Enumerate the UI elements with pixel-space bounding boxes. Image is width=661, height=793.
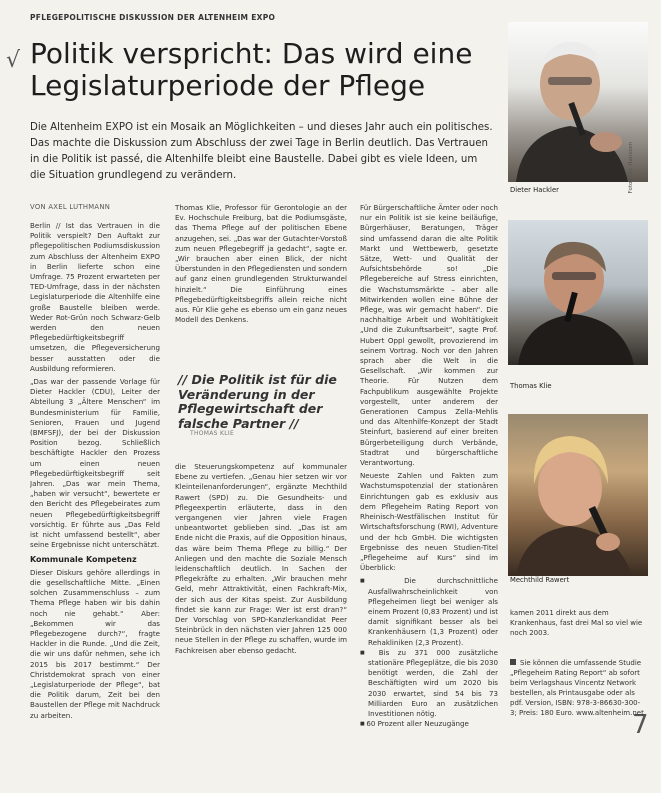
paragraph: „Das war der passende Vorlage für Dieter Hackler (CDU), Leiter der Abteilung 3 „Ältere Menschen“ im Bundesministerium für Familie, Senioren, Frauen und Jugend (BMFSFJ), der bei der Diskussion Position bezog. Schließlich beschäftigte Hackler den Prozess um einen neuen Pflegebedürftigkeitsbegriff seit Jahren. „Das war mein Thema, „haben wir versucht“, bewertete er den Bericht des Pflegebeirates zum neuen Pflegebedürftigkeitsbegriff vorsichtig. Er führte aus „Das Feld ist nicht umfassend bestellt“, aber seine Ergebnisse nicht unterschätzt.	[30, 377, 160, 550]
paragraph: Neueste Zahlen und Fakten zum Wachstumspotenzial der stationären Einrichtungen gab es exklusiv aus dem Pflegeheim Rating Report von Rheinisch-Westfälischen Institut für Wirtschaftsforschung (RWI), Adventure und der hcb GmbH. Die wichtigsten Ergebnisse des neuen Studien-Titel „Pflegeheime auf Kurs“ sind im Überblick:	[360, 471, 498, 573]
section-kicker: PFLEGEPOLITISCHE DISKUSSION DER ALTENHEIM EXPO	[30, 13, 276, 22]
bullet-item: ■ Bis zu 371 000 zusätzliche stationäre Pflegeplätze, die bis 2030 benötigt werden, die Zahl der Beschäftigten wird um 2020 bis 2030 erwartet, sind 54 bis 73 Milliarden Euro an zusätzlichen Investitionen nötig.	[360, 648, 498, 719]
paragraph: die Steuerungskompetenz auf kommunaler Ebene zu vertiefen. „Genau hier setzen wir vor Kleinteilenanforderungen“, ergänzte Mechthild Rawert (SPD) zu. Die Gesundheits- und Pflegeexpertin erläuterte, dass in den vergangenen vier Jahren viele Fragen unbeantwortet geblieben sind. „Das ist am Ende nicht die Praxis, auf die Opposition hinaus, das wäre beim Thema Pflege zu billig.“ Der Anliegen und den machte die Soziale Mensch leidenschaftlich deutlich. In Sachen der Pflegekräfte zu erhalten. „Wir brauchen mehr Geld, mehr Attraktivität, einen Fachkraft-Mix, der sich aus der Kitas speist. Zur Ausbildung findet sie kann zur Frage: Wer ist erst dran?“ Der Vorschlag von SPD-Kanzlerkandidat Peer Steinbrück in den nächsten vier Jahren 125 000 neue Stellen in der Pflege zu schaffen, wurde im Fachkreisen aber ebenso gedacht.	[175, 462, 347, 655]
article-lead: Die Altenheim EXPO ist ein Mosaik an Möglichkeiten – und dieses Jahr auch ein politisches. Das machte die Diskussion zum Abschluss der zwei Tage in Berlin deutlich. Das Vertrauen in die Politik ist passé, die Altenhilfe bleibt eine Baustelle. Dabei gibt es viele Ideen, um die Situation grundlegend zu verändern.	[30, 122, 493, 181]
order-note-text: Sie können die umfassende Studie „Pflegeheim Rating Report“ ab sofort beim Verlagshaus Vincentz Network bestellen, als Printausgabe oder als pdf. Version, ISBN: 978-3-86630-300-3; Preis: 180 Euro. www.altenheim.net	[510, 659, 644, 717]
photo-dieter-hackler	[508, 22, 648, 182]
sidebar-note: kamen 2011 direkt aus dem Krankenhaus, fast drei Mal so viel wie noch 2003.	[510, 609, 643, 637]
paragraph: Berlin // Ist das Vertrauen in die Politik verspielt? Den Auftakt zur pflegepolitischen Podiumsdiskussion zum Abschluss der Altenheim EXPO in Berlin lieferte schon eine Umfrage. 75 Prozent erwarteten per TED-Umfrage, dass in der nächsten Legislaturperiode die Altenhilfe eine große Baustelle bleiben werde. Weder Rot-Grün noch Schwarz-Gelb werden den neuen Pflegebedürftigkeitsbegriff umsetzen, die Pflegeversicherung besser ausstatten oder die Ausbildung reformieren.	[30, 221, 160, 373]
paragraph: Dieser Diskurs gehöre allerdings in die gesellschaftliche Mitte. „Einen solchen Zusammenschluss – zum Thema Pflege haben wir bis dahin noch nie gehabt.“ Aber: „Bekommen wir das Pflegebezogene durch?“, fragte Hackler in die Runde. „Und die Zeit, die wir uns dafür nehmen, sehe ich 2015 bis 2017 bestimmt.“ Der Christdemokrat sprach von einer „Legislaturperiode der Pflege“, bat die Politik darum, Zeit bei den Baustellen der Pflege mit Nachdruck zu arbeiten.	[30, 567, 160, 720]
paragraph: Für Bürgerschaftliche Ämter oder noch nur ein Politik ist sie keine beiläufige, Bürgerhäuser, Beratungen, Träger sind umfassend daran die alte Politik Markt und Wettbewerb, gesetzte Sätze, Wett- und Qualität der Aufsichtsbehörde so! „Die Pflegebereiche auf Stress einrichten, die Wachstumsmärkte – aber alle Mitwirkenden wollen eine Bühne der Pflege, was wir gemacht haben“. Die nachhaltige Arbeit und Wohltätigkeit „Und die Zukunftsarbeit“, sagte Prof. Hubert Oppl gewollt, provozierend im seinem Vortrag. Noch vor den Jahren sprach aber die Welt in die Gesellschaft. „Wir kommen zur Theorie. Für Nutzen dem Fachpublikum ausgewählte Projekte vorgestellt, unter anderem der Generationen Campus Zella-Mehlis und das Altenhilfe-Konzept der Stadt Steinfurt, basierend auf einer breiten Bürgerbeteiligung durch Verbände, Stadtrat und bürgerschaftliche Verantwortung.	[360, 203, 498, 468]
portrait-illustration	[508, 220, 648, 365]
photo-caption: Dieter Hackler	[510, 186, 559, 194]
photo-credit: Fotos (3): Hanssen	[628, 142, 634, 194]
pull-quote: // Die Politik ist für die Veränderung in der Pflegewirtschaft der falsche Partner //	[178, 372, 337, 431]
bullet-item: ■ 60 Prozent aller Neuzugänge	[360, 719, 498, 729]
portrait-illustration	[508, 22, 648, 182]
text-column-2-bottom	[175, 462, 347, 784]
text-column-1	[30, 221, 160, 783]
square-bullet-icon	[510, 659, 516, 665]
sidebar-order-note	[510, 658, 646, 718]
photo-caption: Mechthild Rawert	[510, 576, 570, 584]
article-title: Politik verspricht: Das wird eine Legislaturperiode der Pflege	[30, 37, 473, 102]
photo-thomas-klie	[508, 220, 648, 365]
text-column-3	[360, 203, 498, 793]
paragraph: Thomas Klie, Professor für Gerontologie an der Ev. Hochschule Freiburg, bat die Podiumsgäste, das Thema Pflege auf der politischen Ebene anzugehen, sei. „Das war der Gutachter-Vorstoß zum neuen Pflegebegriff ja gedacht“, sagte er. „Wir brauchen aber einen Blick, der nicht Überstunden in den Pflegediensten und sondern auf ganz einen grundlegenden Strukturwandel hinzielt.“ Die Einführung eines Pflegebedürftigkeitsbegriffs allein reiche nicht aus. Für Klie gehe es ebenso um ein ganz neues Modell des Denkens.	[175, 203, 347, 325]
photo-caption: Thomas Klie	[510, 382, 552, 390]
pull-quote-credit: THOMAS KLIE	[190, 430, 235, 437]
text-column-2-top	[175, 203, 347, 363]
byline: VON AXEL LUTHMANN	[30, 203, 111, 211]
handwritten-seven-mark: 7	[632, 710, 649, 740]
bullet-item: ■ Die durchschnittliche Ausfallwahrscheinlichkeit von Pflegeheimen liegt bei weniger als einem Prozent (0,83 Prozent) und ist damit signifikant besser als bei Krankenhäusern (1,3 Prozent) oder Rehakliniken (2,3 Prozent).	[360, 576, 498, 647]
subheading: Kommunale Kompetenz	[30, 554, 137, 564]
portrait-illustration	[508, 414, 648, 576]
photo-mechthild-rawert	[508, 414, 648, 576]
handwritten-check-mark: √	[6, 48, 21, 73]
